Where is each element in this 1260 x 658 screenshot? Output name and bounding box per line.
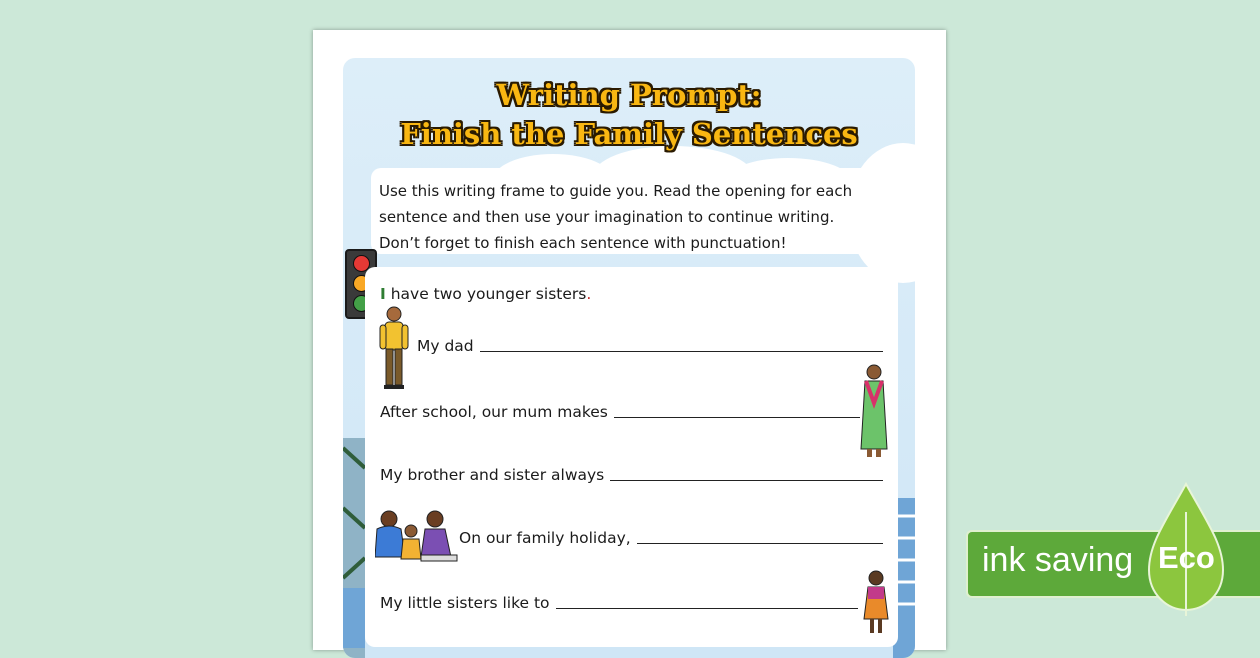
mum-figure-icon [857,363,891,459]
prompt-row[interactable] [380,594,858,612]
dad-figure-icon [377,305,411,391]
answer-line[interactable] [614,416,860,418]
prompt-label: My dad [417,337,474,355]
ink-saving-text: ink saving [982,541,1134,579]
answer-line[interactable] [637,542,883,544]
family-group-icon [375,507,459,563]
prompt-row[interactable] [380,403,860,421]
prompt-label: After school, our mum makes [380,403,608,421]
prompt-label: My brother and sister always [380,466,605,484]
worksheet-page [313,30,946,650]
eco-label: Eco [1158,540,1215,575]
answer-line[interactable] [480,350,883,352]
instruction-line: Use this writing frame to guide you. Read the opening for each [379,182,853,200]
prompt-row[interactable] [417,337,883,355]
title-line-2: Finish the Family Sentences [400,117,858,151]
answer-line[interactable] [556,607,858,609]
instructions-box [371,168,879,254]
instruction-line: sentence and then use your imagination to continue writing. [379,208,835,226]
example-capital: I [380,285,386,303]
answer-line[interactable] [610,479,883,481]
example-sentence [380,285,591,303]
writing-area [365,267,898,647]
prompt-label: On our family holiday, [459,529,631,547]
sister-figure-icon [861,569,891,639]
prompt-label: My little sisters like to [380,594,550,612]
example-body: have two younger sisters [385,285,587,303]
prompt-row[interactable] [459,529,883,547]
scenery-left-decoration [343,438,365,658]
title-line-1: Writing Prompt: [496,78,762,112]
instruction-line: Don’t forget to finish each sentence with punctuation! [379,234,787,252]
example-punctuation: . [586,285,592,303]
prompt-row[interactable] [380,466,883,484]
